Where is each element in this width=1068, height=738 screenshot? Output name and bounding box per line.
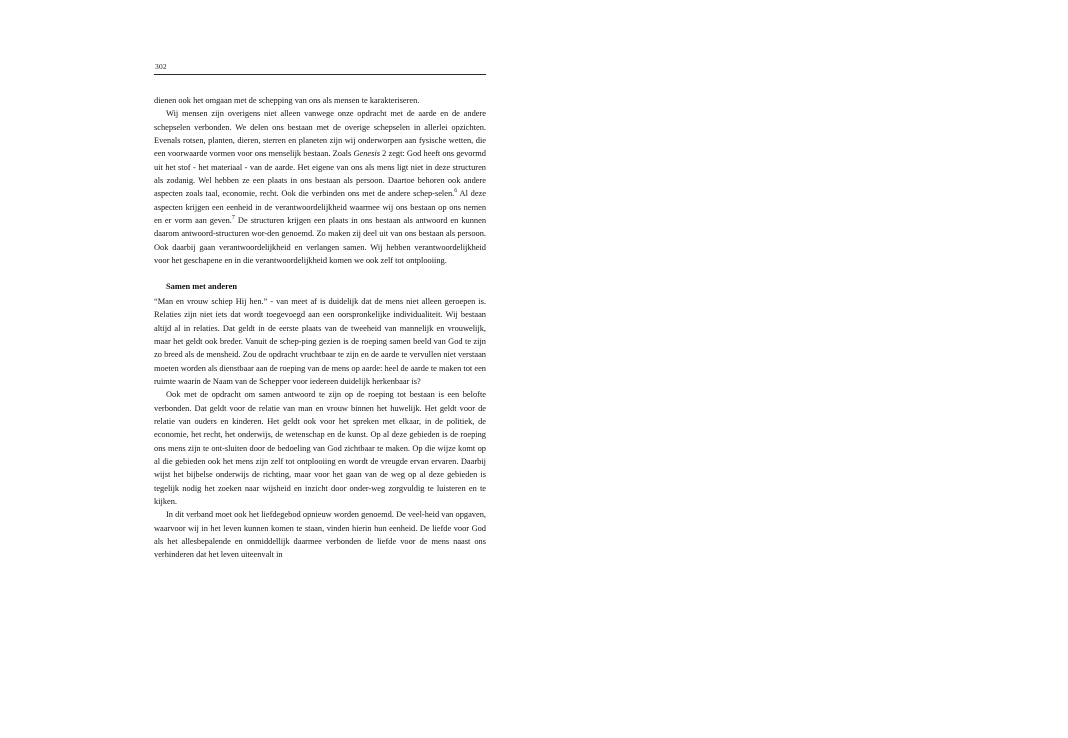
text-run: Al deze aspecten krijgen een eenheid in de verantwoordelijkheid waarmee wij ons bestaan op ons nemen en er vorm aan geven. [154,189,486,226]
text-column [154,62,486,562]
paragraph-man-en-vrouw: “Man en vrouw schiep Hij hen.” - van meet af is duidelijk dat de mens niet alleen geroepen is. Relaties zijn niet iets dat wordt toegevoegd aan een oorspronkelijke individualiteit. Wij bestaan altijd al in relaties. Dat geldt in de eerste plaats van de tweeheid van mannelijk en vrouwelijk, maar het geldt ook breder. Vanuit de schep-ping gezien is de roeping samen beeld van God te zijn zo breed als de mensheid. Zou de opdracht vruchtbaar te zijn en de aarde te vervullen niet verstaan moeten worden als dienstbaar aan de roeping van de mens op aarde: heel de aarde te maken tot een ruimte waarin de Naam van de Schepper voor iedereen duidelijk herkenbaar is? [154,296,486,386]
body-text [154,94,486,562]
paragraph-mens-schepsel [154,107,486,267]
text-run: 2 zegt: God heeft ons gevormd uit het stof - het materiaal - van de aarde. Het eigene van ons als mens ligt niet in deze structuren als zodanig. Wel hebben ze een plaats in ons bestaan als persoon. Daartoe behoren ook andere aspecten zoals taal, economie, recht. Ook die verbinden ons met de andere schep-selen. [154,149,486,199]
italic-reference-genesis: Genesis [353,149,380,159]
paragraph-continuation: dienen ook het omgaan met de schepping van ons als mensen te karakteriseren. [154,96,420,105]
footnote-marker-6: 6 [454,188,458,195]
header-rule [154,74,486,75]
footnote-marker-7: 7 [231,215,235,222]
text-run: De structuren krijgen een plaats in ons bestaan als antwoord en kunnen daarom antwoord-structuren wor-den genoemd. Zo maken zij deel uit van ons bestaan als persoon. Ook daarbij gaan verantwoordelijkheid en verlangen samen. Wij hebben verantwoordelijkheid voor het geschapene en in die verantwoordelijkheid komen we ook zelf tot ontplooiing. [154,216,487,266]
paragraph-liefdegebod: In dit verband moet ook het liefdegebod opnieuw worden genoemd. De veel-heid van opgaven, waarvoor wij in het leven kunnen komen te staan, vinden hierin hun eenheid. De liefde voor God als het allesbepalende en onmiddellijk daarmee verbonden de liefde voor de mens naast ons verhinderen dat het leven uiteenvalt in [154,510,486,560]
section-heading: Samen met anderen [166,282,238,292]
text-run: Wij mensen zijn overigens niet alleen vanwege onze opdracht met de aarde en de andere schepselen verbonden. We delen ons bestaan met de overige schepselen in allerlei opzichten. Evenals rotsen, planten, dieren, sterren en planeten zijn wij onderworpen aan fysische wetten, die een voorwaarde vormen voor ons menselijk bestaan. Zoals [154,109,486,159]
paragraph-opdracht-belofte: Ook met de opdracht om samen antwoord te zijn op de roeping tot bestaan is een belofte verbonden. Dat geldt voor de relatie van man en vrouw binnen het huwelijk. Het geldt voor de relatie van ouders en kinderen. Het geldt ook voor het spreken met elkaar, in de politiek, de economie, het recht, het onderwijs, de wetenschap en de kunst. Op al deze gebieden is de roeping ons mens zijn te ont-sluiten door de bedoeling van God zichtbaar te maken. Op die wijze komt op al die gebieden ook het mens zijn zelf tot ontplooiing en wordt de vreugde ervan ervaren. Daarbij wijst het bijbelse onderwijs de richting, maar voor het gaan van de weg op al deze gebieden is tegelijk nodig het zoeken naar wijsheid en inzicht door onder-weg zorgvuldig te luisteren en te kijken. [154,390,486,506]
page-number: 302 [155,62,167,71]
